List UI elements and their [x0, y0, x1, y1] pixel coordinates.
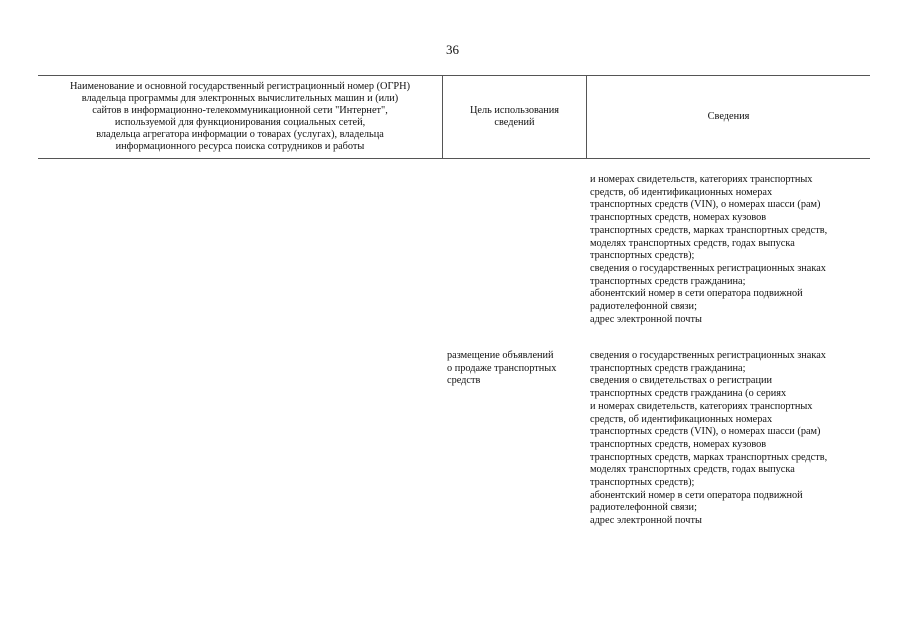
row2-purpose-cell: размещение объявлений о продаже транспортных средств — [447, 350, 557, 387]
header-owner-label: Наименование и основной государственный регистрационный номер (ОГРН) владельца программы для электронных вычислительных машин и (или) сайтов в информационно-телекоммуникационной сети "Интернет", используемой для функционирования социальных сетей, владельца агрегатора информации о товарах (услугах), владельца информационного ресурса поиска сотрудников и работы — [69, 81, 411, 152]
header-info — [586, 76, 870, 158]
row1-info-cell: и номерах свидетельств, категориях транспортных средств, об идентификационных номерах транспортных средств (VIN), о номерах шасси (рам) транспортных средств, номерах кузовов транспортных средств, марках транспортных средств, моделях транспортных средств, годах выпуска транспортных средств); сведения о государственных регистрационных знаках транспортных средств гражданина; абонентский номер в сети оператора подвижной радиотелефонной связи; адрес электронной почты — [590, 174, 828, 325]
header-info-label: Сведения — [707, 111, 750, 122]
row2-info-cell: сведения о государственных регистрационных знаках транспортных средств гражданина; сведения о свидетельствах о регистрации транспортных средств гражданина (о сериях и номерах свидетельств, категориях транспортных средств, об идентификационных номерах транспортных средств (VIN), о номерах шасси (рам) транспортных средств, номерах кузовов транспортных средств, марках транспортных средств, моделях транспортных средств, годах выпуска транспортных средств); абонентский номер в сети оператора подвижной радиотелефонной связи; адрес электронной почты — [590, 350, 828, 527]
table-header — [38, 75, 870, 159]
header-purpose-label: Цель использования сведений — [469, 105, 560, 128]
header-owner — [38, 76, 442, 158]
page-number: 36 — [446, 42, 459, 57]
header-purpose — [442, 76, 586, 158]
